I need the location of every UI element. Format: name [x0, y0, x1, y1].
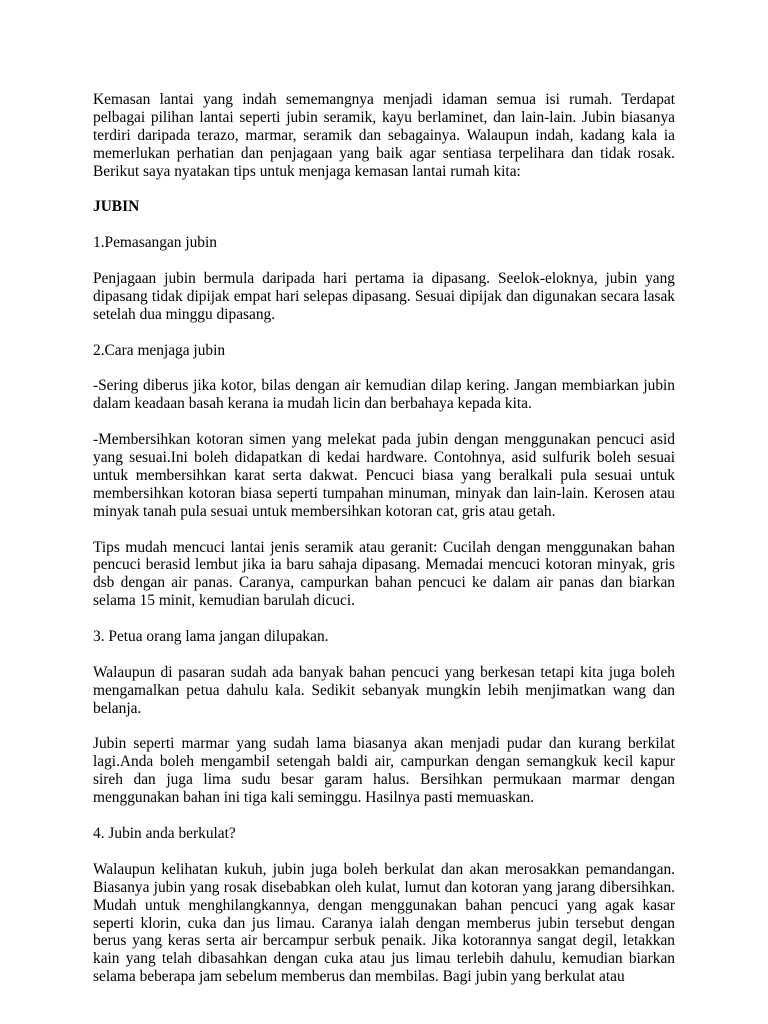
paragraph-diberus: -Sering diberus jika kotor, bilas dengan air kemudian dilap kering. Jangan membiarkan jubin dalam keadaan basah kerana ia mudah licin dan berbahaya kepada kita.	[93, 377, 675, 413]
subheading-cara-menjaga: 2.Cara menjaga jubin	[93, 341, 226, 359]
section-heading: JUBIN	[93, 198, 140, 216]
paragraph-kotoran-simen: -Membersihkan kotoran simen yang melekat pada jubin dengan menggunakan pencuci asid yang sesuai.Ini boleh didapatkan di kedai hardware. Contohnya, asid sulfurik boleh sesuai untuk membersihkan karat serta dakwat. Pencuci biasa yang beralkali pula sesuai untuk membersihkan kotoran biasa seperti tumpahan minuman, minyak dan lain-lain. Kerosen atau minyak tanah pula sesuai untuk membersihkan kotoran cat, gris atau getah.	[93, 431, 675, 520]
subheading-berkulat: 4. Jubin anda berkulat?	[93, 824, 236, 842]
paragraph-berkulat: Walaupun kelihatan kukuh, jubin juga boleh berkulat dan akan merosakkan pemandangan. Biasanya jubin yang rosak disebabkan oleh kulat, lumut dan kotoran yang jarang dibersihkan. Mudah untuk menghilangkannya, dengan menggunakan bahan pencuci yang agak kasar seperti klorin, cuka dan jus limau. Caranya ialah dengan memberus jubin tersebut dengan berus yang keras serta air bercampur serbuk penaik. Jika kotorannya sangat degil, letakkan kain yang telah dibasahkan dengan cuka atau jus limau terlebih dahulu, kemudian biarkan selama beberapa jam sebelum memberus dan membilas. Bagi jubin yang berkulat atau	[93, 860, 675, 986]
subheading-petua: 3. Petua orang lama jangan dilupakan.	[93, 628, 329, 646]
paragraph-marmar: Jubin seperti marmar yang sudah lama biasanya akan menjadi pudar dan kurang berkilat lagi.Anda boleh mengambil setengah baldi air, campurkan dengan semangkuk kecil kapur sireh dan juga lima sudu besar garam halus. Bersihkan permukaan marmar dengan menggunakan bahan ini tiga kali seminggu. Hasilnya pasti memuaskan.	[93, 735, 675, 807]
paragraph-tips-seramik: Tips mudah mencuci lantai jenis seramik atau geranit: Cucilah dengan menggunakan bahan pencuci berasid lembut jika ia baru sahaja dipasang. Memadai mencuci kotoran minyak, gris dsb dengan air panas. Caranya, campurkan bahan pencuci ke dalam air panas dan biarkan selama 15 minit, kemudian barulah dicuci.	[93, 538, 675, 610]
paragraph-pemasangan: Penjagaan jubin bermula daripada hari pertama ia dipasang. Seelok-eloknya, jubin yang dipasang tidak dipijak empat hari selepas dipasang. Sesuai dipijak dan digunakan secara lasak setelah dua minggu dipasang.	[93, 270, 675, 323]
subheading-pemasangan: 1.Pemasangan jubin	[93, 234, 217, 252]
intro-paragraph: Kemasan lantai yang indah sememangnya menjadi idaman semua isi rumah. Terdapat pelbagai pilihan lantai seperti jubin seramik, kayu berlaminet, dan lain-lain. Jubin biasanya terdiri daripada terazo, marmar, seramik dan sebagainya. Walaupun indah, kadang kala ia memerlukan perhatian dan penjagaan yang baik agar sentiasa terpelihara dan tidak rosak. Berikut saya nyatakan tips untuk menjaga kemasan lantai rumah kita:	[93, 91, 675, 180]
document-page	[93, 91, 675, 986]
paragraph-petua-dahulu: Walaupun di pasaran sudah ada banyak bahan pencuci yang berkesan tetapi kita juga boleh mengamalkan petua dahulu kala. Sedikit sebanyak mungkin lebih menjimatkan wang dan belanja.	[93, 663, 675, 717]
